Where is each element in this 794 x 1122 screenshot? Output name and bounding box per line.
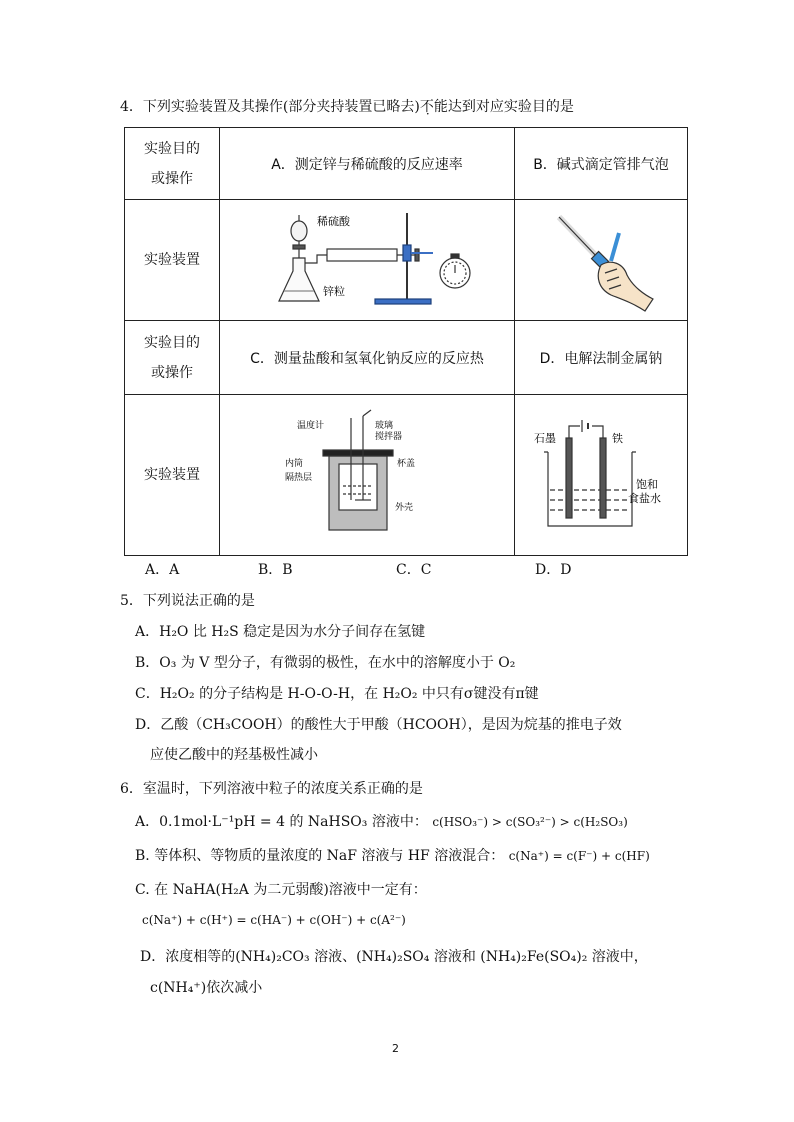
label-dilute-acid: 稀硫酸 (317, 215, 350, 228)
q6-option-c-formula: c(Na⁺) + c(H⁺) = c(HA⁻) + c(OH⁻) + c(A²⁻) (142, 913, 406, 927)
label-shell: 外壳 (395, 503, 414, 513)
cell-option-b: B．碱式滴定管排气泡 (515, 128, 688, 200)
page-number: 2 (392, 1042, 399, 1055)
cell-option-a: A．测定锌与稀硫酸的反应速率 (220, 128, 515, 200)
row-label-device: 实验装置 (125, 200, 220, 321)
question-5-title: 5．下列说法正确的是 (120, 593, 255, 609)
label-inner-cylinder: 内筒 (285, 459, 304, 469)
question-6-title: 6．室温时，下列溶液中粒子的浓度关系正确的是 (120, 781, 423, 797)
label-insulation: 隔热层 (285, 473, 313, 483)
choice-a[interactable]: A．A (145, 562, 180, 578)
figure-d-cell (515, 395, 688, 556)
q6-option-c[interactable]: C. 在 NaHA(H₂A 为二元弱酸)溶液中一定有： (135, 882, 427, 898)
row-label-purpose-2: 实验目的 或操作 (125, 321, 220, 395)
figure-d-electrolysis (526, 408, 676, 538)
experiment-table (124, 127, 688, 556)
choice-d[interactable]: D．D (535, 562, 572, 578)
q5-option-d[interactable]: D．乙酸（CH₃COOH）的酸性大于甲酸（HCOOH），是因为烷基的推电子效 (135, 717, 622, 733)
label-graphite: 石墨 (534, 432, 556, 445)
q6-option-d-continued: c(NH₄⁺)依次减小 (150, 980, 263, 996)
cell-option-c: C．测量盐酸和氢氧化钠反应的反应热 (220, 321, 515, 395)
label-brine: 饱和食盐水 (628, 478, 661, 505)
label-lid: 杯盖 (397, 459, 416, 469)
figure-b-burette-hand (541, 203, 661, 313)
q6-option-b[interactable]: B. 等体积、等物质的量浓度的 NaF 溶液与 HF 溶液混合： c(Na⁺) = c(F⁻) + c(HF) (135, 848, 650, 864)
q5-option-b[interactable]: B．O₃ 为 V 型分子，有微弱的极性，在水中的溶解度小于 O₂ (135, 655, 516, 671)
q5-option-c[interactable]: C．H₂O₂ 的分子结构是 H-O-O-H，在 H₂O₂ 中只有σ键没有π键 (135, 686, 539, 702)
choice-b[interactable]: B．B (258, 562, 293, 578)
q6-option-a-formula: c(HSO₃⁻) > c(SO₃²⁻) > c(H₂SO₃) (432, 815, 628, 829)
q5-option-d-continued: 应使乙酸中的羟基极性减小 (150, 747, 318, 763)
q6-option-d[interactable]: D．浓度相等的(NH₄)₂CO₃ 溶液、(NH₄)₂SO₄ 溶液和 (NH₄)₂Fe(SO₄)₂ 溶液中， (140, 949, 648, 965)
figure-a-apparatus (257, 203, 477, 313)
q5-option-a[interactable]: A．H₂O 比 H₂S 稳定是因为水分子间存在氢键 (135, 624, 426, 640)
row-label-device-2: 实验装置 (125, 395, 220, 556)
row-label-purpose: 实验目的 或操作 (125, 128, 220, 200)
choice-c[interactable]: C．C (396, 562, 432, 578)
label-zinc: 锌粒 (323, 285, 345, 298)
label-iron: 铁 (612, 432, 623, 445)
figure-a-cell (220, 200, 515, 321)
q6-option-a[interactable]: A．0.1mol·L⁻¹pH = 4 的 NaHSO₃ 溶液中： c(HSO₃⁻) > c(SO₃²⁻) > c(H₂SO₃) (135, 814, 628, 830)
label-stirrer: 玻璃搅拌器 (375, 421, 403, 442)
figure-c-cell (220, 395, 515, 556)
label-thermometer: 温度计 (297, 421, 325, 431)
figure-b-cell (515, 200, 688, 321)
q6-option-b-formula: c(Na⁺) = c(F⁻) + c(HF) (508, 849, 650, 863)
cell-option-d: D．电解法制金属钠 (515, 321, 688, 395)
figure-c-calorimeter (267, 408, 467, 538)
question-4-title: 4．下列实验装置及其操作(部分夹持装置已略去)不能达到对应实验目的是 (120, 99, 574, 115)
